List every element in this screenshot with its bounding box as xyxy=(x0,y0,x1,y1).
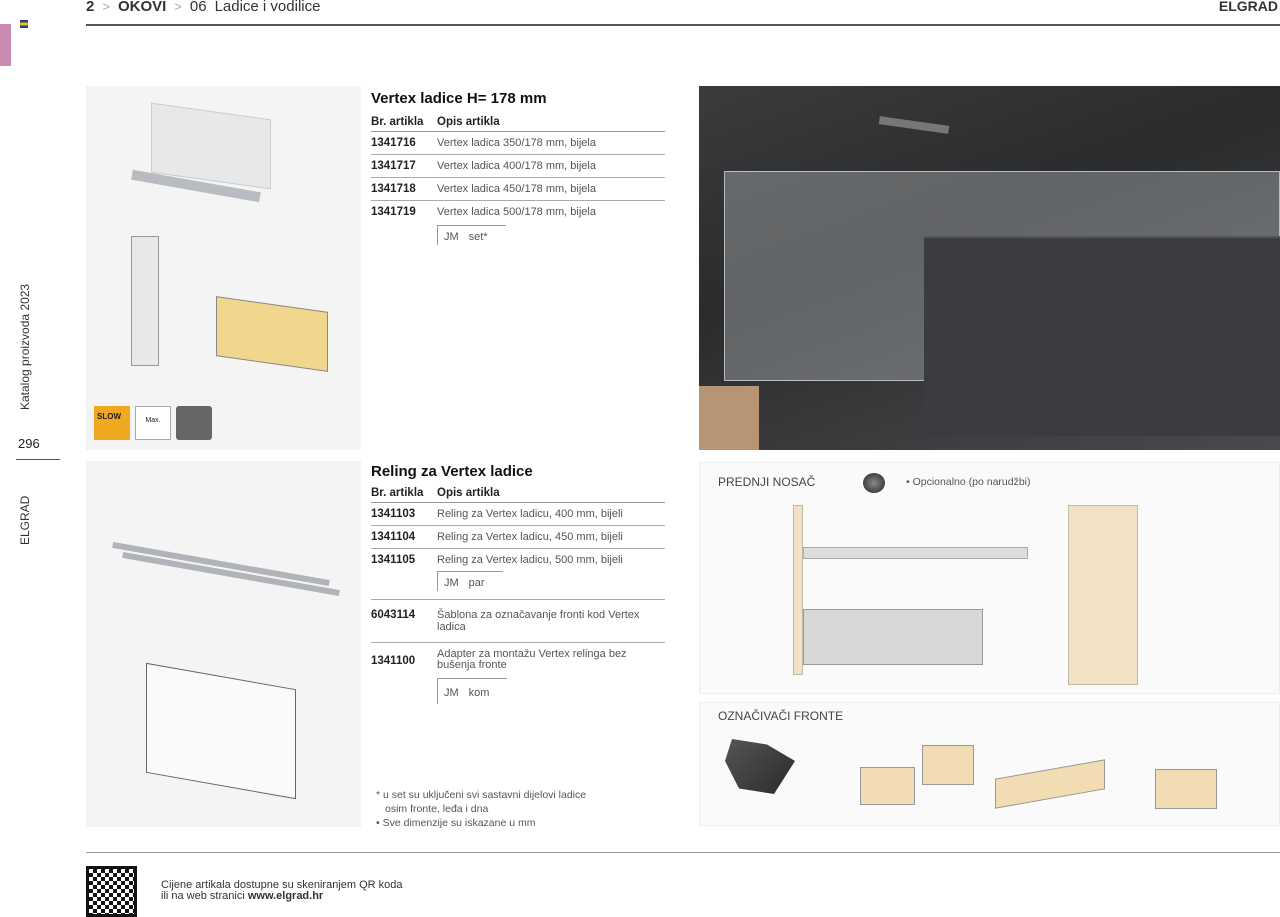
item-code: 1341105 xyxy=(371,554,416,566)
divider xyxy=(16,459,60,460)
col-code: Br. artikla xyxy=(371,484,437,503)
marker-tool-image xyxy=(725,739,795,794)
accessory-table xyxy=(371,599,665,676)
table-row xyxy=(371,155,665,178)
railing-bar xyxy=(122,552,340,596)
handle xyxy=(879,116,949,134)
flag-icon xyxy=(20,20,28,28)
table-row xyxy=(371,526,665,549)
footer-text xyxy=(161,880,403,902)
item-code: 1341716 xyxy=(371,132,437,155)
option-note: • Opcionalno (po narudžbi) xyxy=(906,476,1031,488)
product-section-vertex xyxy=(371,90,665,245)
product-table xyxy=(371,484,665,571)
table-row xyxy=(371,503,665,526)
bracket-part-image xyxy=(863,473,885,493)
footnote: • Sve dimenzije su iskazane u mm xyxy=(376,817,536,829)
drawer-front xyxy=(924,236,1280,436)
step-illustration xyxy=(922,745,974,785)
panel-title: PREDNJI NOSAČ xyxy=(718,475,816,489)
drawer-illustration xyxy=(146,663,296,799)
step-illustration xyxy=(1155,769,1217,809)
footer-divider xyxy=(86,852,1280,853)
wood-surface xyxy=(699,386,759,450)
table-row xyxy=(371,132,665,155)
catalog-label: Katalog proizvoda 2023 xyxy=(18,283,32,410)
table-row xyxy=(371,643,665,677)
item-desc: Reling za Vertex ladicu, 500 mm, bijeli xyxy=(437,554,623,566)
item-desc: Vertex ladica 350/178 mm, bijela xyxy=(437,132,665,155)
unit-label: JM xyxy=(444,687,459,699)
footer-line: ili na web stranici xyxy=(161,890,248,902)
item-code: 1341100 xyxy=(371,655,416,667)
max-load-badge: Max. xyxy=(135,406,171,440)
chevron-right-icon: > xyxy=(174,0,182,14)
website-link[interactable]: www.elgrad.hr xyxy=(247,890,324,902)
col-desc: Opis artikla xyxy=(437,484,665,503)
item-code: 6043114 xyxy=(371,600,437,643)
item-desc: Adapter za montažu Vertex relinga bez bušenja fronte xyxy=(437,648,627,671)
col-code: Br. artikla xyxy=(371,113,437,132)
item-code: 1341717 xyxy=(371,155,437,178)
section-drawing xyxy=(1068,505,1138,685)
drawer-box-drawing xyxy=(216,296,328,372)
item-desc: Šablona za označavanje fronti kod Vertex ladica xyxy=(437,600,665,643)
product-table xyxy=(371,113,665,223)
item-code: 1341103 xyxy=(371,503,437,526)
footnote: osim fronte, leđa i dna xyxy=(385,803,489,815)
item-code: 1341104 xyxy=(371,526,437,549)
breadcrumb-subsection[interactable]: Ladice i vodilice xyxy=(214,0,321,15)
unit-value: par xyxy=(468,577,485,589)
railing-drawing xyxy=(803,547,1028,559)
height-badge xyxy=(176,406,212,440)
breadcrumb-section[interactable]: OKOVI xyxy=(117,0,167,15)
product-image-railing xyxy=(86,461,361,827)
item-desc: Vertex ladica 400/178 mm, bijela xyxy=(437,155,665,178)
drawer-photo xyxy=(699,86,1280,450)
table-row xyxy=(371,549,665,572)
table-row xyxy=(371,178,665,201)
front-panel-drawing xyxy=(793,505,803,675)
chevron-right-icon: > xyxy=(102,0,110,14)
unit-box xyxy=(437,678,507,704)
soft-close-badge: SLOW xyxy=(94,406,130,440)
footnote: * u set su uključeni svi sastavni dijelovi ladice xyxy=(376,789,587,801)
feature-badges xyxy=(94,406,212,440)
unit-value: kom xyxy=(468,687,490,699)
breadcrumb xyxy=(86,0,320,15)
item-desc: Reling za Vertex ladicu, 400 mm, bijeli xyxy=(437,503,665,526)
step-illustration xyxy=(860,767,915,805)
table-row xyxy=(371,600,665,643)
footnotes xyxy=(376,788,586,830)
page-number: 296 xyxy=(18,436,40,451)
header-brand: ELGRAD xyxy=(1218,0,1278,14)
item-code: 1341719 xyxy=(371,206,416,218)
chapter-number: 2 xyxy=(86,0,95,15)
step-illustration xyxy=(995,759,1105,808)
side-brand: ELGRAD xyxy=(18,495,32,545)
table-row xyxy=(371,201,665,224)
item-desc: Vertex ladica 450/178 mm, bijela xyxy=(437,178,665,201)
product-image-vertex-drawer xyxy=(86,86,361,450)
item-desc: Reling za Vertex ladicu, 450 mm, bijeli xyxy=(437,526,665,549)
unit-box xyxy=(437,571,503,591)
drawer-side-drawing xyxy=(803,609,983,665)
breadcrumb-subsection-number: 06 xyxy=(189,0,207,15)
front-bracket-panel xyxy=(699,462,1280,694)
front-marker-panel xyxy=(699,702,1280,826)
item-code: 1341718 xyxy=(371,178,437,201)
header-divider xyxy=(86,24,1280,26)
item-desc: Vertex ladica 500/178 mm, bijela xyxy=(437,206,596,218)
section-tab xyxy=(0,24,11,66)
unit-label: JM xyxy=(444,231,459,243)
option-text: Opcionalno (po narudžbi) xyxy=(912,476,1031,488)
footer-line: Cijene artikala dostupne su skeniranjem QR koda xyxy=(161,879,403,891)
section-title: Vertex ladice H= 178 mm xyxy=(371,90,547,107)
panel-title: OZNAČIVAČI FRONTE xyxy=(718,709,844,723)
col-desc: Opis artikla xyxy=(437,113,665,132)
qr-code[interactable] xyxy=(86,866,137,917)
unit-label: JM xyxy=(444,577,459,589)
unit-box xyxy=(437,225,506,245)
section-title: Reling za Vertex ladice xyxy=(371,463,533,480)
railing-bar xyxy=(112,542,330,586)
product-section-railing xyxy=(371,463,665,704)
unit-value: set* xyxy=(468,231,488,243)
profile-drawing xyxy=(131,236,159,366)
